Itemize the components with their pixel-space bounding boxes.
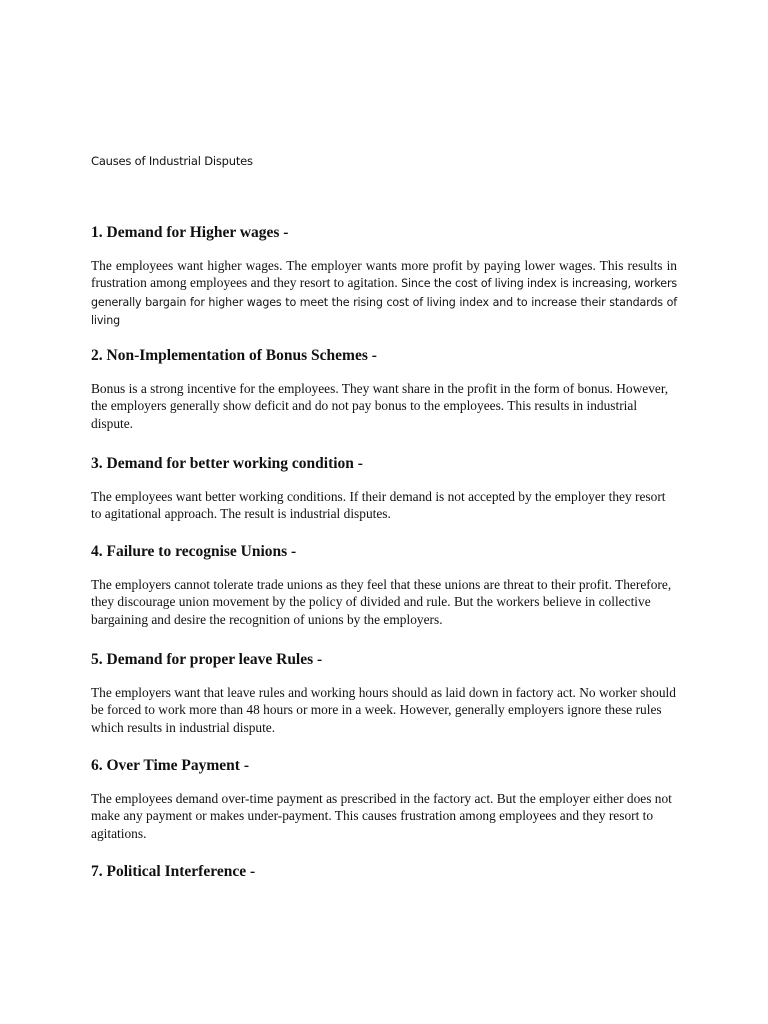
document-page: [91, 0, 677, 1024]
section-working-condition: [91, 455, 677, 523]
section-heading: 4. Failure to recognise Unions -: [91, 543, 297, 560]
section-heading: 1. Demand for Higher wages -: [91, 224, 289, 241]
section-political-interference: [91, 863, 677, 881]
section-body: The employees want better working conditions. If their demand is not accepted by the employer they resort to agitational approach. The result is industrial disputes.: [91, 489, 666, 522]
section-body: The employers cannot tolerate trade unions as they feel that these unions are threat to their profit. Therefore, they discourage union movement by the policy of divided and rule. But the workers believe in collective bargaining and desire the recognition of unions by the employers.: [91, 577, 672, 627]
section-heading: 2. Non-Implementation of Bonus Schemes -: [91, 347, 377, 364]
section-heading: 5. Demand for proper leave Rules -: [91, 651, 323, 668]
section-heading: 3. Demand for better working condition -: [91, 455, 363, 472]
section-higher-wages: [91, 224, 677, 330]
section-body: The employees demand over-time payment as prescribed in the factory act. But the employer either does not make any payment or makes under-payment. This causes frustration among employees and they resort to agitations.: [91, 791, 672, 841]
section-heading: 7. Political Interference -: [91, 863, 256, 880]
section-heading: 6. Over Time Payment -: [91, 757, 249, 774]
section-overtime-payment: [91, 757, 677, 842]
section-body: The employers want that leave rules and working hours should as laid down in factory act. No worker should be forced to work more than 48 hours or more in a week. However, generally employers ignore these rules which results in industrial dispute.: [91, 685, 676, 735]
section-recognise-unions: [91, 543, 677, 628]
section-body-continued: Since the cost of living index is increasing, workers generally bargain for higher wages to meet the rising cost of living index and to increase their standards of living: [91, 277, 677, 328]
section-body: [91, 257, 677, 330]
section-leave-rules: [91, 651, 677, 736]
section-bonus-schemes: [91, 347, 677, 432]
section-body-text: The employees want higher wages. The employer wants more profit by paying lower wages. This results in frustration among employees and they resort to agitation.: [91, 258, 677, 291]
document-title: Causes of Industrial Disputes: [91, 154, 253, 168]
section-body: Bonus is a strong incentive for the employees. They want share in the profit in the form of bonus. However, the employers generally show deficit and do not pay bonus to the employees. This results in industrial dispute.: [91, 381, 669, 431]
